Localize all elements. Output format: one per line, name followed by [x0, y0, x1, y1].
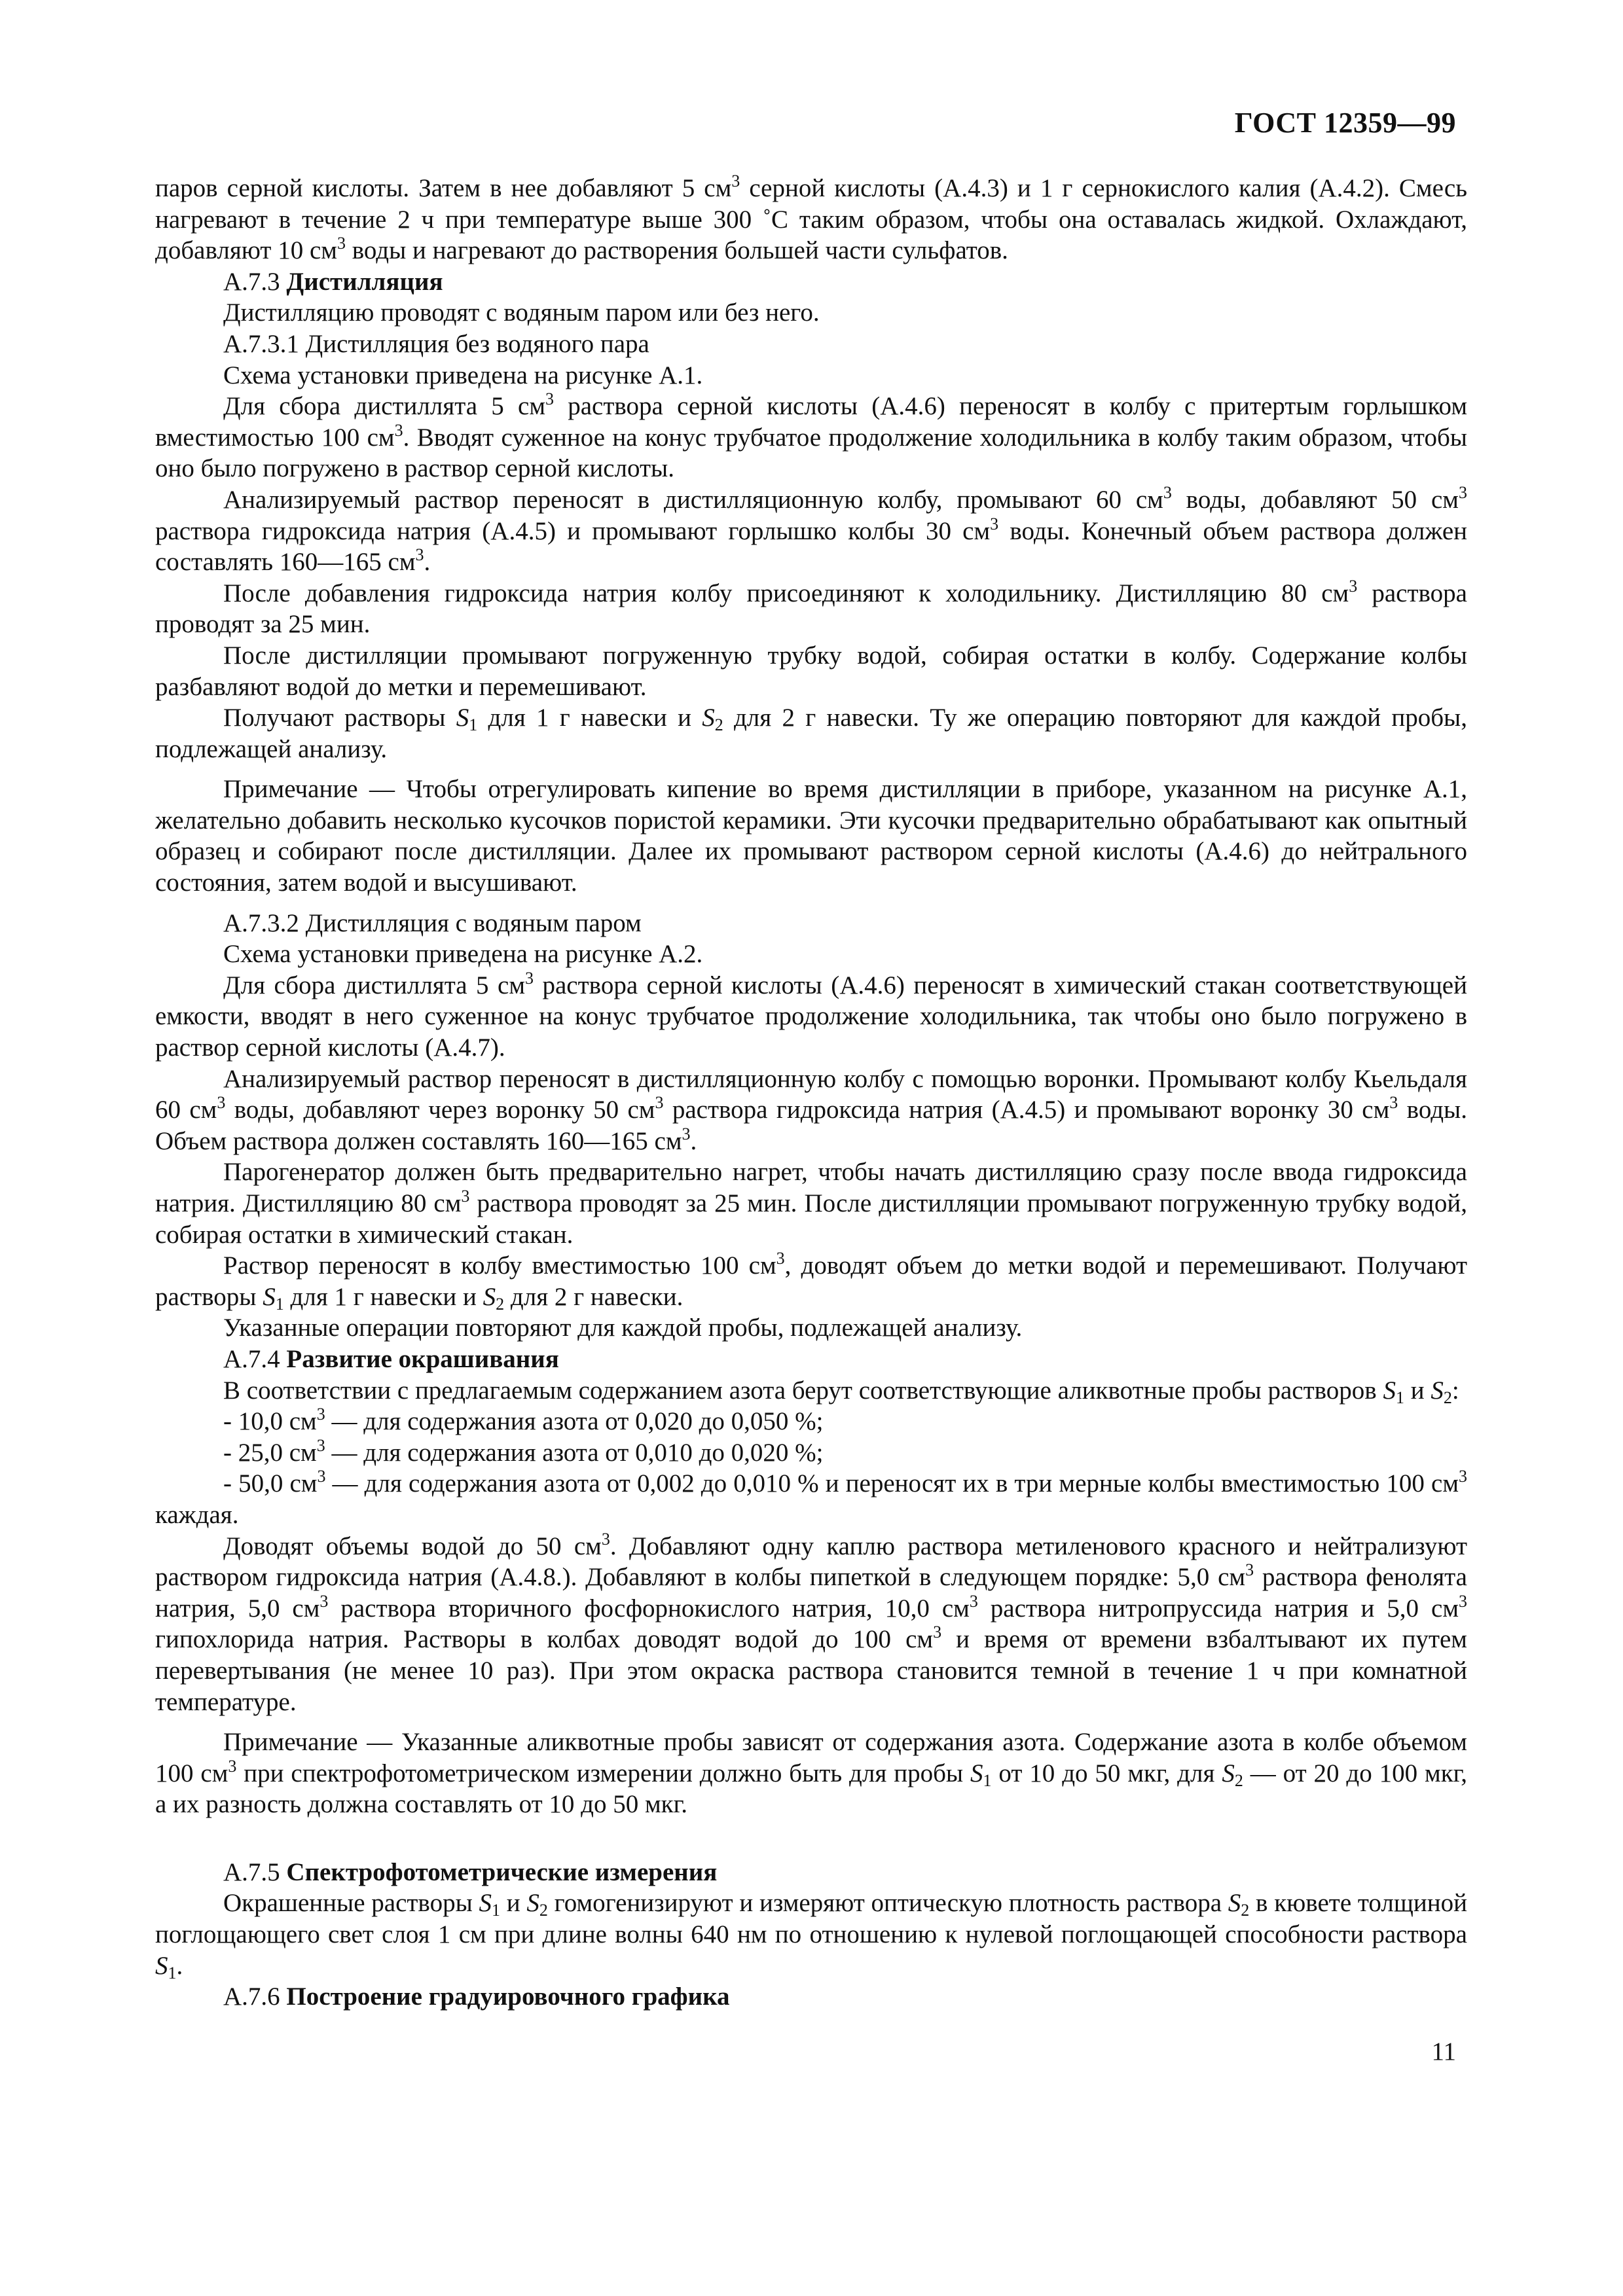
paragraph-p26: А.7.5 Спектрофотометрические измерения [223, 1857, 718, 1886]
paragraph-p10: Получают растворы $S_1$ для 1 г навески и $S_2$ для 2 г навески. Ту же операцию повторяют для каждой пробы, подлежащей анализу. [155, 704, 1468, 763]
paragraph-p17: Раствор переносят в колбу вместимостью 100 $см^3$, доводят объем до метки водой и перемешивают. Получают растворы $S_1$ для 1 г навески и $S_2$ для 2 г навески. [155, 1249, 1467, 1314]
paragraph-p25: Примечание — Указанные аликвотные пробы зависят от содержания азота. Содержание азота в колбе объемом 100 $см^3$ при спектрофотометрическом измерении должно быть для пробы $S_1$ от 10 до 50 мкг, для $S_2$ — от 20 до 100 мкг, а их разность должна составлять от 10 до 50 мкг. [155, 1728, 1467, 1819]
paragraph-p08: После добавления гидроксида натрия колбу присоединяют к холодильнику. Дистилляцию 80 $см^3$ раствора проводят за 25 мин. [155, 576, 1467, 639]
paragraph-p03: Дистилляцию проводят с водяным паром или без него. [223, 298, 820, 327]
paragraph-p24: Доводят объемы водой до 50 $см^3$. Добавляют одну каплю раствора метиленового красного и нейтрализуют раствором гидроксида натрия (А.4.8.). Добавляют в колбы пипеткой в следующем порядке: 5,0 $см^3$ раствора фенолята натрия, 5,0 $см^3$ раствора вторичного фосфорнокислого натрия, 10,0 $см^3$ раствора нитропруссида натрия и 5,0 $см^3$ гипохлорида натрия. Растворы в колбах доводят водой до 100 $см^3$ и время от времени взбалтывают их путем перевертывания (не менее 10 раз). При этом окраска раствора становится темной в течение 1 ч при комнатной температуре. [155, 1529, 1467, 1716]
paragraph-p27: Окрашенные растворы $S_1$ и $S_2$ гомогенизируют и измеряют оптическую плотность раствора $S_2$ в кювете толщиной поглощающего свет слоя 1 см при длине волны 640 нм по отношению к нулевой поглощающей способности раствора $S_1$. [155, 1889, 1467, 1982]
paragraph-p07: Анализируемый раствор переносят в дистилляционную колбу, промывают 60 $см^3$ воды, добавляют 50 $см^3$ раствора гидроксида натрия (А.4.5) и промывают горлышко колбы 30 $см^3$ воды. Конечный объем раствора должен составлять 160—165 $см^3$. [155, 482, 1467, 577]
paragraph-p16: Парогенератор должен быть предварительно нагрет, чтобы начать дистилляцию сразу после ввода гидроксида натрия. Дистилляцию 80 $см^3$ раствора проводят за 25 мин. После дистилляции промывают погруженную трубку водой, собирая остатки в химический стакан. [155, 1158, 1467, 1249]
paragraph-p21: - 10,0 $см^3$ — для содержания азота от 0,020 до 0,050 %; [223, 1405, 824, 1436]
document-header: ГОСТ 12359—99 [1234, 107, 1456, 139]
page-number: 11 [1431, 2037, 1456, 2066]
paragraph-p20: В соответствии с предлагаемым содержанием азота берут соответствующие аликвотные пробы растворов $S_1$ и $S_2$: [223, 1376, 1459, 1407]
paragraph-p18: Указанные операции повторяют для каждой пробы, подлежащей анализу. [223, 1314, 1023, 1342]
paragraph-p12: А.7.3.2 Дистилляция с водяным паром [223, 908, 642, 937]
document-body [155, 173, 1467, 2013]
paragraph-p02: А.7.3 Дистилляция [223, 267, 443, 296]
paragraph-p04: А.7.3.1 Дистилляция без водяного пара [223, 329, 649, 358]
paragraph-p11: Примечание — Чтобы отрегулировать кипение во время дистилляции в приборе, указанном на рисунке А.1, желательно добавить несколько кусочков пористой керамики. Эти кусочки предварительно обрабатывают как опытный образец и собирают после дистилляции. Далее их промывают раствором серной кислоты (А.4.6) до нейтрального состояния, затем водой и высушивают. [155, 775, 1467, 897]
paragraph-p13: Схема установки приведена на рисунке А.2. [223, 940, 703, 969]
paragraph-p28: А.7.6 Построение градуировочного графика [223, 1982, 730, 2011]
paragraph-p14: Для сбора дистиллята 5 $см^3$ раствора серной кислоты (А.4.6) переносят в химический стакан соответствующей емкости, вводят в него суженное на конус трубчатое продолжение холодильника, так чтобы оно было погружено в раствор серной кислоты (А.4.7). [155, 968, 1467, 1062]
paragraph-p23: - 50,0 $см^3$ — для содержания азота от 0,002 до 0,010 % и переносят их в три мерные колбы вместимостью 100 $см^3$ каждая. [155, 1467, 1467, 1529]
paragraph-p01: паров серной кислоты. Затем в нее добавляют 5 $см^3$ серной кислоты (А.4.3) и 1 г сернокислого калия (А.4.2). Смесь нагревают в течение 2 ч при температуре выше 300 ˚С таким образом, чтобы она оставалась жидкой. Охлаждают, добавляют 10 $см^3$ воды и нагревают до растворения большей части сульфатов. [155, 171, 1467, 265]
paragraph-p05: Схема установки приведена на рисунке А.1. [223, 361, 703, 389]
paragraph-p15: Анализируемый раствор переносят в дистилляционную колбу с помощью воронки. Промывают колбу Кьельдаля 60 $см^3$ воды, добавляют через воронку 50 $см^3$ раствора гидроксида натрия (А.4.5) и промывают воронку 30 $см^3$ воды. Объем раствора должен составлять 160—165 $см^3$. [155, 1064, 1467, 1155]
paragraph-p19: А.7.4 Развитие окрашивания [223, 1344, 559, 1373]
paragraph-p06: Для сбора дистиллята 5 $см^3$ раствора серной кислоты (А.4.6) переносят в колбу с притертым горлышком вместимостью 100 $см^3$. Вводят суженное на конус трубчатое продолжение холодильника в колбу таким образом, чтобы оно было погружено в раствор серной кислоты. [155, 389, 1467, 483]
paragraph-p09: После дистилляции промывают погруженную трубку водой, собирая остатки в колбу. Содержание колбы разбавляют водой до метки и перемешивают. [155, 641, 1467, 701]
paragraph-p22: - 25,0 $см^3$ — для содержания азота от 0,010 до 0,020 %; [223, 1435, 824, 1467]
